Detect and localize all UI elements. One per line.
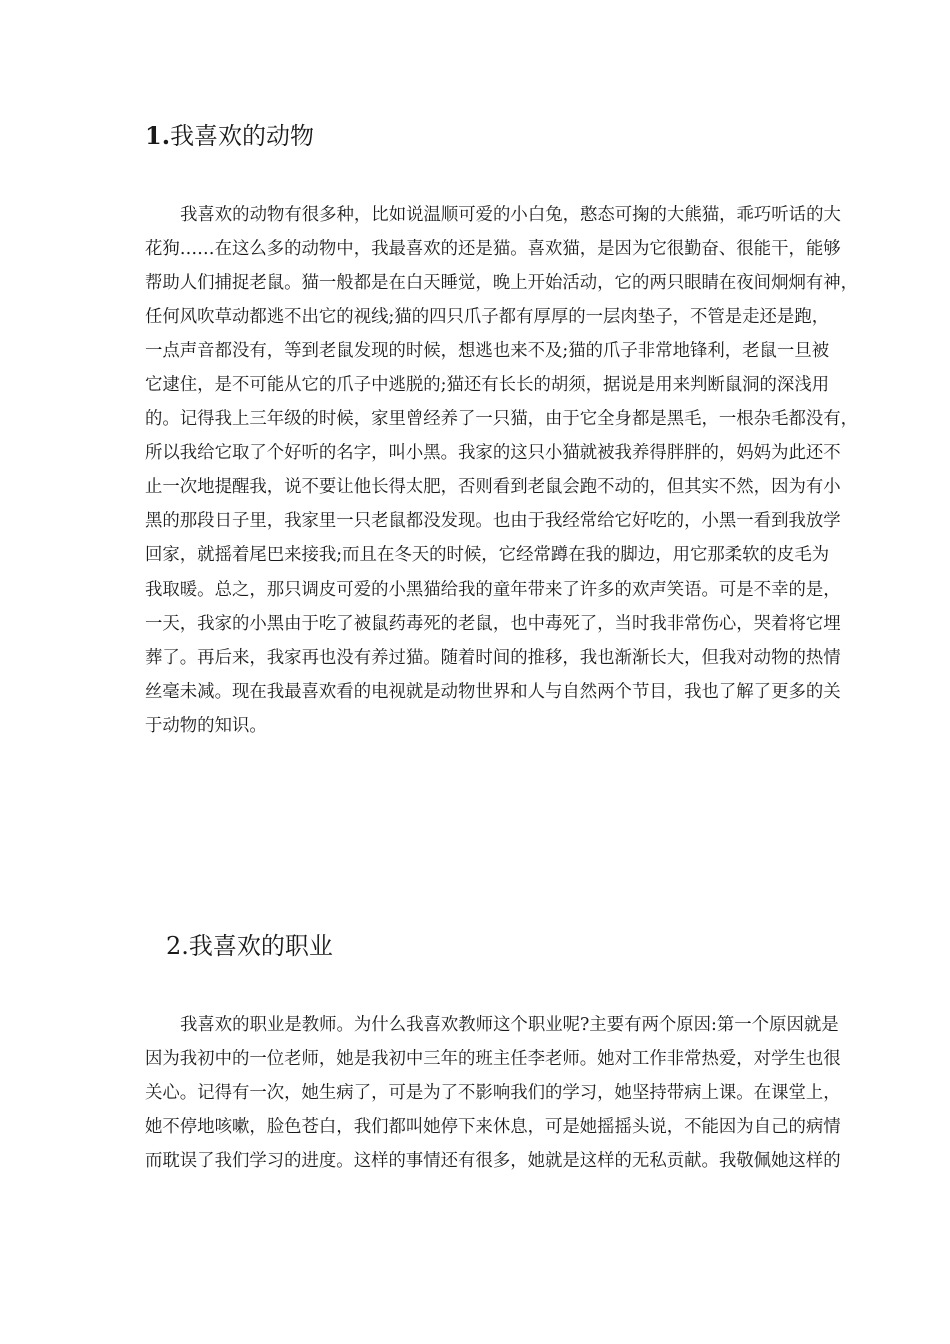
section-1-number: 1. (145, 121, 171, 150)
paragraph-line: 她不停地咳嗽，脸色苍白，我们都叫她停下来休息，可是她摇摇头说，不能因为自己的病情 (145, 1117, 841, 1138)
paragraph-line: 一天，我家的小黑由于吃了被鼠药毒死的老鼠，也中毒死了，当时我非常伤心，哭着将它埋 (145, 613, 841, 634)
section-1-heading (145, 120, 314, 152)
paragraph-line: 于动物的知识。 (145, 715, 267, 736)
section-1-paragraph (145, 198, 859, 743)
paragraph-line: 葬了。再后来，我家再也没有养过猫。随着时间的推移，我也渐渐长大，但我对动物的热情 (145, 647, 841, 668)
paragraph-line: 我喜欢的动物有很多种，比如说温顺可爱的小白兔，憨态可掬的大熊猫，乖巧听话的大 (180, 205, 841, 225)
section-2-heading: 2.我喜欢的职业 (166, 932, 333, 960)
paragraph-line: 关心。记得有一次，她生病了，可是为了不影响我们的学习，她坚持带病上课。在课堂上， (145, 1083, 841, 1104)
paragraph-line: 的。记得我上三年级的时候，家里曾经养了一只猫，由于它全身都是黑毛，一根杂毛都没有， (145, 409, 859, 430)
paragraph-line: 黑的那段日子里，我家里一只老鼠都没发现。也由于我经常给它好吃的，小黑一看到我放学 (145, 511, 841, 532)
paragraph-line: 我取暖。总之，那只调皮可爱的小黑猫给我的童年带来了许多的欢声笑语。可是不幸的是， (145, 579, 841, 600)
paragraph-line: 而耽误了我们学习的进度。这样的事情还有很多，她就是这样的无私贡献。我敬佩她这样的 (145, 1151, 841, 1172)
section-1-title: 我喜欢的动物 (170, 122, 315, 150)
paragraph-line: 帮助人们捕捉老鼠。猫一般都是在白天睡觉，晚上开始活动，它的两只眼睛在夜间炯炯有神， (145, 273, 859, 294)
paragraph-line: 一点声音都没有，等到老鼠发现的时候，想逃也来不及;猫的爪子非常地锋利，老鼠一旦被 (145, 341, 830, 362)
paragraph-line: 花狗……在这么多的动物中，我最喜欢的还是猫。喜欢猫，是因为它很勤奋、很能干，能够 (145, 239, 841, 260)
paragraph-line: 回家，就摇着尾巴来接我;而且在冬天的时候，它经常蹲在我的脚边，用它那柔软的皮毛为 (145, 545, 830, 566)
paragraph-line: 所以我给它取了个好听的名字，叫小黑。我家的这只小猫就被我养得胖胖的，妈妈为此还不 (145, 443, 841, 464)
section-2-paragraph (145, 1008, 841, 1178)
paragraph-line: 任何风吹草动都逃不出它的视线;猫的四只爪子都有厚厚的一层肉垫子，不管是走还是跑， (145, 307, 830, 328)
paragraph-line: 丝毫未减。现在我最喜欢看的电视就是动物世界和人与自然两个节目，我也了解了更多的关 (145, 681, 841, 702)
paragraph-line: 止一次地提醒我，说不要让他长得太肥，否则看到老鼠会跑不动的，但其实不然，因为有小 (145, 477, 841, 498)
paragraph-line: 因为我初中的一位老师，她是我初中三年的班主任李老师。她对工作非常热爱，对学生也很 (145, 1049, 841, 1070)
paragraph-line: 它逮住，是不可能从它的爪子中逃脱的;猫还有长长的胡须，据说是用来判断鼠洞的深浅用 (145, 375, 830, 396)
paragraph-line: 我喜欢的职业是教师。为什么我喜欢教师这个职业呢?主要有两个原因:第一个原因就是 (180, 1015, 839, 1035)
